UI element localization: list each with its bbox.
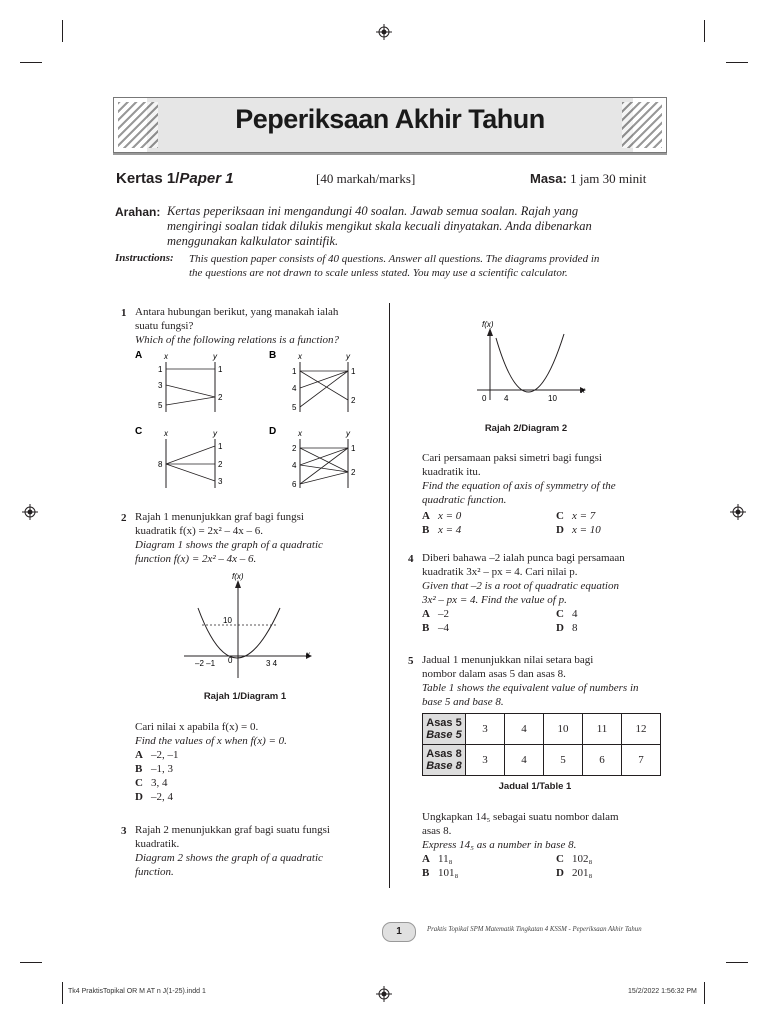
option-value: –4: [438, 622, 449, 634]
option-letter: A: [135, 749, 143, 761]
set-value: 1: [218, 442, 223, 451]
q-text-ms: Jadual 1 menunjukkan nilai setara bagi: [422, 654, 594, 666]
crop-mark: [704, 20, 705, 42]
set-value: 2: [218, 393, 223, 402]
paper-ms: Kertas 1: [116, 170, 176, 187]
option-letter: C: [556, 853, 564, 865]
option-pair: [422, 621, 682, 635]
option-value: 102₈: [572, 853, 593, 865]
q-text-ms: kuadratik 3x² – px = 4. Cari nilai p.: [422, 566, 578, 578]
option-row[interactable]: [135, 790, 385, 804]
table-cell: 11: [583, 714, 622, 745]
option-value: x = 10: [572, 524, 601, 536]
q-text-en: Find the equation of axis of symmetry of the: [422, 480, 616, 492]
option-row[interactable]: [135, 776, 385, 790]
paper-label: [116, 170, 234, 187]
q-text-ms: suatu fungsi?: [135, 320, 194, 332]
table-cell: 4: [505, 714, 544, 745]
time-label: Masa:: [530, 171, 567, 186]
set-value: 4: [292, 461, 297, 470]
q-text-ms: Cari persamaan paksi simetri bagi fungsi: [422, 452, 602, 464]
instructions-line: the questions are not drawn to scale unless stated. You may use a scientific calculator.: [189, 267, 568, 279]
option-pair: [422, 523, 662, 537]
graph-label-pos: 3 4: [266, 659, 278, 668]
table-cell: 12: [622, 714, 661, 745]
parabola-curve: [496, 334, 564, 392]
axis-label-fx: f(x): [482, 320, 494, 329]
axis-label-fx: f(x): [232, 572, 244, 581]
q-text-en: Diagram 1 shows the graph of a quadratic: [135, 539, 323, 551]
file-timestamp: 15/2/2022 1:56:32 PM: [628, 988, 697, 995]
option-d-label: D: [269, 426, 277, 437]
question-3-ask: [422, 451, 672, 507]
set-y-label: y: [346, 429, 350, 438]
y-axis-arrow-icon: [487, 328, 493, 336]
option-row[interactable]: [135, 748, 385, 762]
table-1: [422, 713, 661, 776]
mapping-arrow: [300, 371, 348, 407]
option-value: 101₈: [438, 867, 459, 879]
table-cell: 10: [544, 714, 583, 745]
option-row[interactable]: [135, 762, 385, 776]
diagram-1-graph: [180, 568, 320, 680]
parabola-curve: [198, 608, 280, 658]
mapping-arrow: [166, 446, 215, 464]
set-value: 2: [218, 460, 223, 469]
question-4-text: [422, 551, 682, 635]
header-ms: Asas 8: [426, 748, 462, 760]
q-text-en: function f(x) = 2x² – 4x – 6.: [135, 553, 257, 565]
option-value: –2, –1: [151, 749, 179, 761]
option-value: x = 0: [438, 510, 462, 522]
set-value: 2: [351, 396, 356, 405]
graph-label-0: 0: [228, 656, 233, 665]
question-number: 5: [408, 655, 414, 667]
page-title: Peperiksaan Akhir Tahun: [235, 104, 545, 134]
q-text-ms: Antara hubungan berikut, yang manakah ialah: [135, 306, 339, 318]
set-x-label: x: [298, 352, 302, 361]
set-value: 6: [292, 480, 297, 489]
q-text-en: quadratic function.: [422, 494, 507, 506]
table-cell: 3: [466, 714, 505, 745]
q-text-ms: Rajah 2 menunjukkan graf bagi suatu fungsi: [135, 824, 330, 836]
option-letter: B: [422, 524, 430, 536]
question-number: 2: [121, 512, 127, 524]
q-text-ms: kuadratik f(x) = 2x² – 4x – 6.: [135, 525, 264, 537]
option-value: x = 4: [438, 524, 462, 536]
table-cell: 7: [622, 745, 661, 776]
graph-label-4: 4: [504, 394, 509, 403]
option-letter: B: [422, 622, 430, 634]
question-number: 4: [408, 553, 414, 565]
q-text-en: Table 1 shows the equivalent value of numbers in: [422, 682, 639, 694]
set-value: 2: [292, 444, 297, 453]
table-row-header: [423, 745, 466, 776]
option-letter: D: [556, 622, 564, 634]
set-value: 3: [158, 381, 163, 390]
crop-mark: [726, 62, 748, 63]
page-number-badge: [382, 922, 416, 942]
option-value: 8: [572, 622, 578, 634]
q1-arrow-diagrams: [133, 348, 383, 498]
header-ms: Asas 5: [426, 717, 462, 729]
question-3-text: [135, 823, 385, 879]
q-text-en: Given that –2 is a root of quadratic equation: [422, 580, 619, 592]
q-text-en: Diagram 2 shows the graph of a quadratic: [135, 852, 323, 864]
option-b-label: B: [269, 350, 277, 361]
set-value: 3: [218, 477, 223, 486]
crop-mark: [20, 962, 42, 963]
option-letter: C: [556, 510, 564, 522]
option-c-label: C: [135, 426, 143, 437]
option-letter: A: [422, 510, 430, 522]
paper-en: Paper 1: [179, 170, 234, 187]
registration-mark-icon: [376, 24, 392, 40]
question-2-text: [135, 510, 385, 566]
q-text-ms: kuadratik itu.: [422, 466, 481, 478]
arahan-line: menggunakan kalkulator saintifik.: [167, 234, 339, 248]
q-text-ms: Cari nilai x apabila f(x) = 0.: [135, 721, 259, 733]
table-row: [423, 745, 661, 776]
option-value: –1, 3: [151, 763, 173, 775]
set-value: 5: [292, 403, 297, 412]
option-letter: D: [135, 791, 143, 803]
registration-mark-icon: [376, 986, 392, 1002]
option-row[interactable]: [556, 523, 601, 537]
question-2-ask: [135, 720, 385, 804]
set-y-label: y: [213, 352, 217, 361]
q-text-ms: Rajah 1 menunjukkan graf bagi fungsi: [135, 511, 304, 523]
registration-mark-icon: [730, 504, 746, 520]
page-number: 1: [396, 926, 402, 937]
mapping-arrow: [166, 397, 215, 405]
total-marks: [40 markah/marks]: [316, 171, 416, 186]
question-number: 3: [121, 825, 127, 837]
option-row[interactable]: [556, 509, 595, 523]
set-x-label: x: [164, 352, 168, 361]
option-value: 3, 4: [151, 777, 168, 789]
instructions-label: Instructions:: [115, 252, 174, 264]
set-value: 1: [351, 444, 356, 453]
crop-mark: [20, 62, 42, 63]
option-letter: B: [422, 867, 430, 879]
option-row[interactable]: [556, 852, 592, 866]
set-value: 1: [158, 365, 163, 374]
time-allowed: [530, 171, 646, 187]
table-cell: 5: [544, 745, 583, 776]
option-pair: [422, 852, 682, 866]
q-text-ms: Diberi bahawa –2 ialah punca bagi persamaan: [422, 552, 625, 564]
column-divider: [389, 303, 390, 888]
option-row[interactable]: [422, 523, 556, 537]
question-3-options: [422, 509, 662, 537]
crop-mark: [62, 982, 63, 1004]
option-a-label: A: [135, 350, 143, 361]
q-text-ms: kuadratik.: [135, 838, 180, 850]
set-y-label: y: [213, 429, 217, 438]
book-title: Praktis Topikal SPM Matematik Tingkatan 4 KSSM - Peperiksaan Akhir Tahun: [427, 926, 642, 933]
option-row[interactable]: [556, 866, 592, 880]
header-en: Base 5: [426, 729, 462, 741]
q-text-en: 3x² – px = 4. Find the value of p.: [422, 594, 567, 606]
instructions-line: This question paper consists of 40 questions. Answer all questions. The diagrams provided in: [189, 253, 600, 265]
mapping-arrow: [300, 448, 348, 465]
crop-mark: [704, 982, 705, 1004]
arahan-text: [167, 204, 667, 249]
set-value: 8: [158, 460, 163, 469]
mapping-arrow: [300, 472, 348, 484]
set-value: 1: [218, 365, 223, 374]
question-5-ask: [422, 810, 682, 880]
q-text-en: base 5 and base 8.: [422, 696, 504, 708]
paper-sep: /: [175, 170, 180, 187]
table-cell: 3: [466, 745, 505, 776]
question-1-text: [135, 305, 385, 347]
option-value: x = 7: [572, 510, 596, 522]
set-value: 2: [351, 468, 356, 477]
q-text-en: Which of the following relations is a function?: [135, 334, 339, 346]
graph-label-10: 10: [223, 616, 232, 625]
option-letter: D: [556, 524, 564, 536]
time-value: 1 jam 30 minit: [570, 171, 647, 186]
question-5-text: [422, 653, 682, 709]
table-cell: 6: [583, 745, 622, 776]
crop-mark: [726, 962, 748, 963]
arahan-label: Arahan:: [115, 205, 161, 219]
option-row[interactable]: [556, 621, 578, 635]
axis-label-x: x: [581, 386, 585, 395]
q-text-ms: Ungkapkan 14₅ sebagai suatu nombor dalam: [422, 811, 619, 823]
header-en: Base 8: [426, 760, 462, 772]
option-pair: [422, 607, 682, 621]
option-pair: [422, 509, 662, 523]
registration-mark-icon: [22, 504, 38, 520]
crop-mark: [62, 20, 63, 42]
arahan-line: mengiringi soalan tidak dilukis mengikut skala kecuali dinyatakan. Anda dibenarkan: [167, 219, 592, 233]
graph-label-neg: –2 –1: [195, 659, 216, 668]
diagram-1-caption: Rajah 1/Diagram 1: [203, 691, 287, 702]
instructions-text: [189, 252, 669, 280]
arahan-line: Kertas peperiksaan ini mengandungi 40 soalan. Jawab semua soalan. Rajah yang: [167, 204, 579, 218]
option-value: 201₈: [572, 867, 593, 879]
set-value: 4: [292, 384, 297, 393]
file-name: Tk4 PraktisTopikal OR M AT n J(1-25).indd 1: [68, 988, 206, 995]
diagram-2-graph: [472, 318, 592, 408]
option-letter: A: [422, 853, 430, 865]
option-letter: B: [135, 763, 143, 775]
set-value: 1: [292, 367, 297, 376]
q-text-ms: nombor dalam asas 5 dan asas 8.: [422, 668, 566, 680]
mapping-arrow: [166, 385, 215, 397]
option-value: –2: [438, 608, 449, 620]
option-value: –2, 4: [151, 791, 173, 803]
q-text-en: Find the values of x when f(x) = 0.: [135, 735, 287, 747]
option-pair: [422, 866, 682, 880]
option-row[interactable]: [556, 607, 578, 621]
q-text-ms: asas 8.: [422, 825, 452, 837]
option-letter: D: [556, 867, 564, 879]
option-row[interactable]: [422, 852, 556, 866]
option-row[interactable]: [422, 866, 556, 880]
option-value: 4: [572, 608, 578, 620]
set-x-label: x: [298, 429, 302, 438]
option-letter: C: [135, 777, 143, 789]
question-number: 1: [121, 307, 127, 319]
set-y-label: y: [346, 352, 350, 361]
option-row[interactable]: [422, 607, 556, 621]
axis-label-x: x: [306, 650, 310, 659]
set-value: 1: [351, 367, 356, 376]
graph-label-10: 10: [548, 394, 557, 403]
table-row-header: [423, 714, 466, 745]
title-banner: [113, 97, 667, 153]
mapping-arrow: [166, 464, 215, 481]
q-text-en: function.: [135, 866, 174, 878]
y-axis-arrow-icon: [235, 580, 241, 588]
q-text-en: Express 14₅ as a number in base 8.: [422, 839, 577, 851]
graph-label-0: 0: [482, 394, 487, 403]
table-cell: 4: [505, 745, 544, 776]
option-letter: A: [422, 608, 430, 620]
option-value: 11₈: [438, 853, 453, 865]
diagram-2-caption: Rajah 2/Diagram 2: [484, 423, 568, 434]
option-row[interactable]: [422, 509, 556, 523]
table-row: [423, 714, 661, 745]
set-value: 5: [158, 401, 163, 410]
option-letter: C: [556, 608, 564, 620]
set-x-label: x: [164, 429, 168, 438]
option-row[interactable]: [422, 621, 556, 635]
table-1-caption: Jadual 1/Table 1: [498, 781, 572, 792]
